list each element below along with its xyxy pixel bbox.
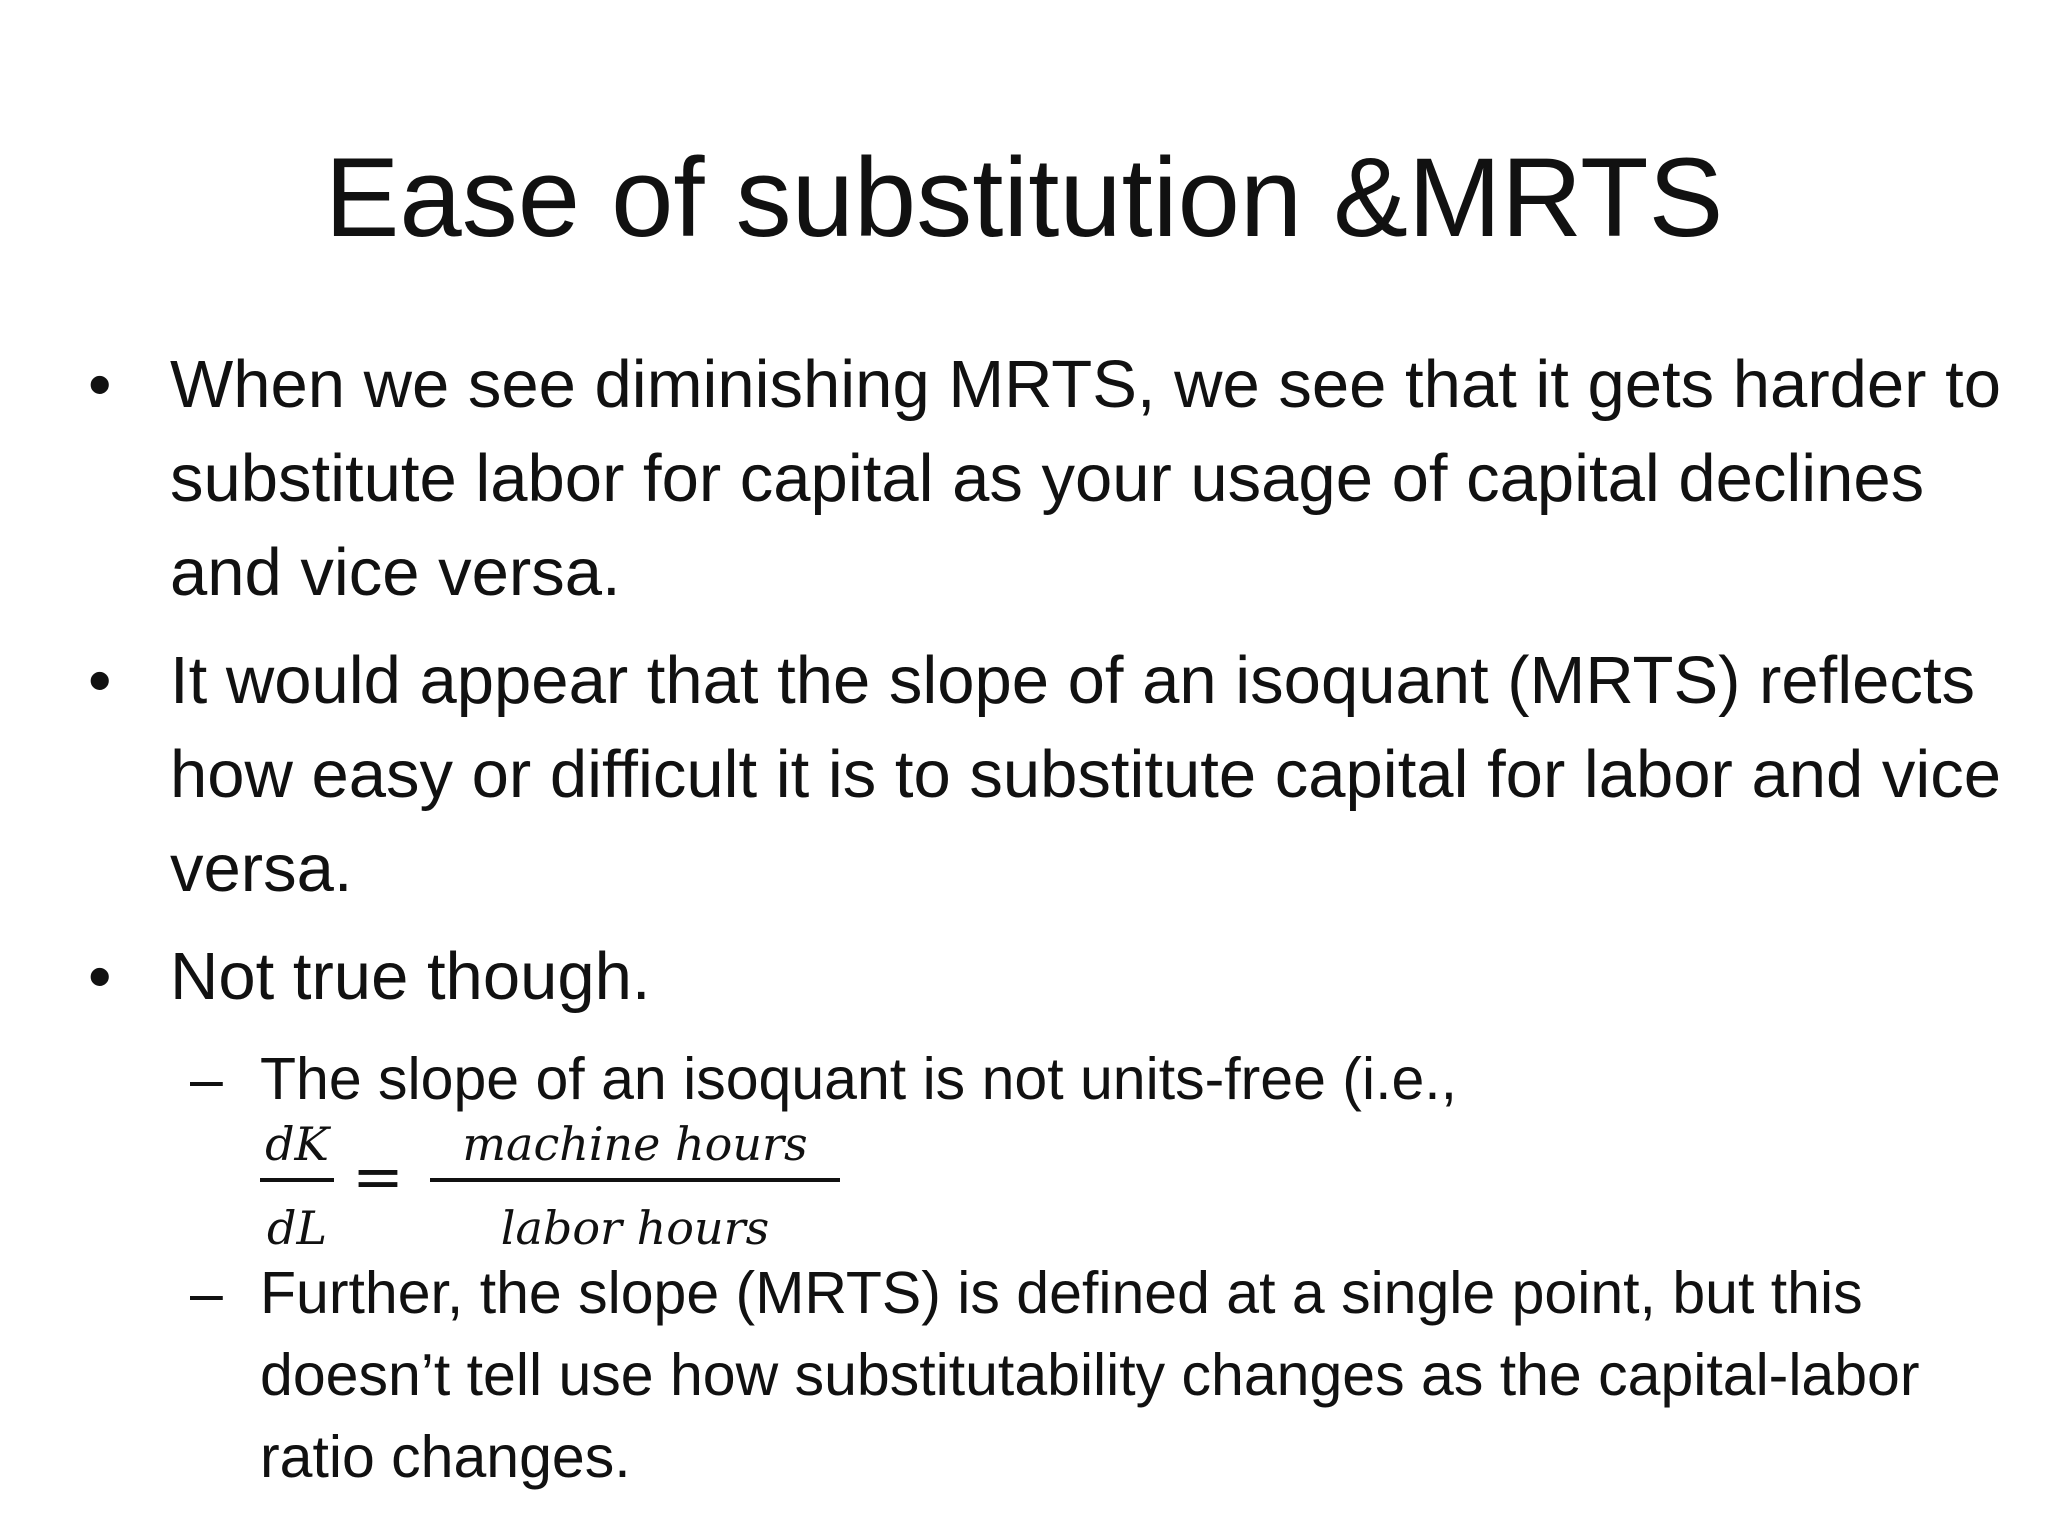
bullet-item bbox=[88, 634, 2048, 916]
rhs-fraction bbox=[430, 1116, 840, 1256]
sub-bullet-text: Further, the slope (MRTS) is defined at a single point, but this doesn’t tell use how substitutability changes as the capital-labor ratio changes. bbox=[260, 1260, 1920, 1490]
bullet-text: It would appear that the slope of an isoquant (MRTS) reflects how easy or difficult it is to substitute capital for labor and vice versa. bbox=[170, 643, 2002, 906]
rhs-numerator: machine hours bbox=[462, 1117, 808, 1171]
bullet-text: Not true though. bbox=[170, 939, 651, 1014]
sub-bullet-item bbox=[190, 1038, 2040, 1255]
lhs-denominator: dL bbox=[267, 1201, 327, 1255]
fraction-bar bbox=[260, 1178, 334, 1182]
bullet-item bbox=[88, 930, 2048, 1024]
sub-bullet-text: The slope of an isoquant is not units-free (i.e., bbox=[260, 1046, 1458, 1112]
rhs-denominator: labor hours bbox=[500, 1201, 770, 1255]
sub-bullet-list bbox=[88, 1038, 1988, 1498]
sub-bullet-marker: – bbox=[190, 1046, 223, 1112]
lhs-numerator: dK bbox=[265, 1117, 329, 1171]
bullet-list bbox=[88, 338, 2002, 1498]
fraction-bar bbox=[430, 1178, 840, 1182]
bullet-item bbox=[88, 338, 2048, 620]
bullet-text: When we see diminishing MRTS, we see that it gets harder to substitute labor for capital as your usage of capital declines and vice versa. bbox=[170, 347, 2001, 610]
units-formula bbox=[260, 1116, 2040, 1255]
lhs-fraction bbox=[260, 1116, 334, 1256]
bullet-marker: • bbox=[88, 939, 112, 1014]
slide-title: Ease of substitution &MRTS bbox=[324, 135, 1724, 260]
sub-bullet-item bbox=[190, 1252, 2040, 1498]
sub-bullet-marker: – bbox=[190, 1260, 223, 1326]
equals-sign: = bbox=[352, 1140, 404, 1213]
bullet-marker: • bbox=[88, 643, 112, 718]
bullet-marker: • bbox=[88, 347, 112, 422]
